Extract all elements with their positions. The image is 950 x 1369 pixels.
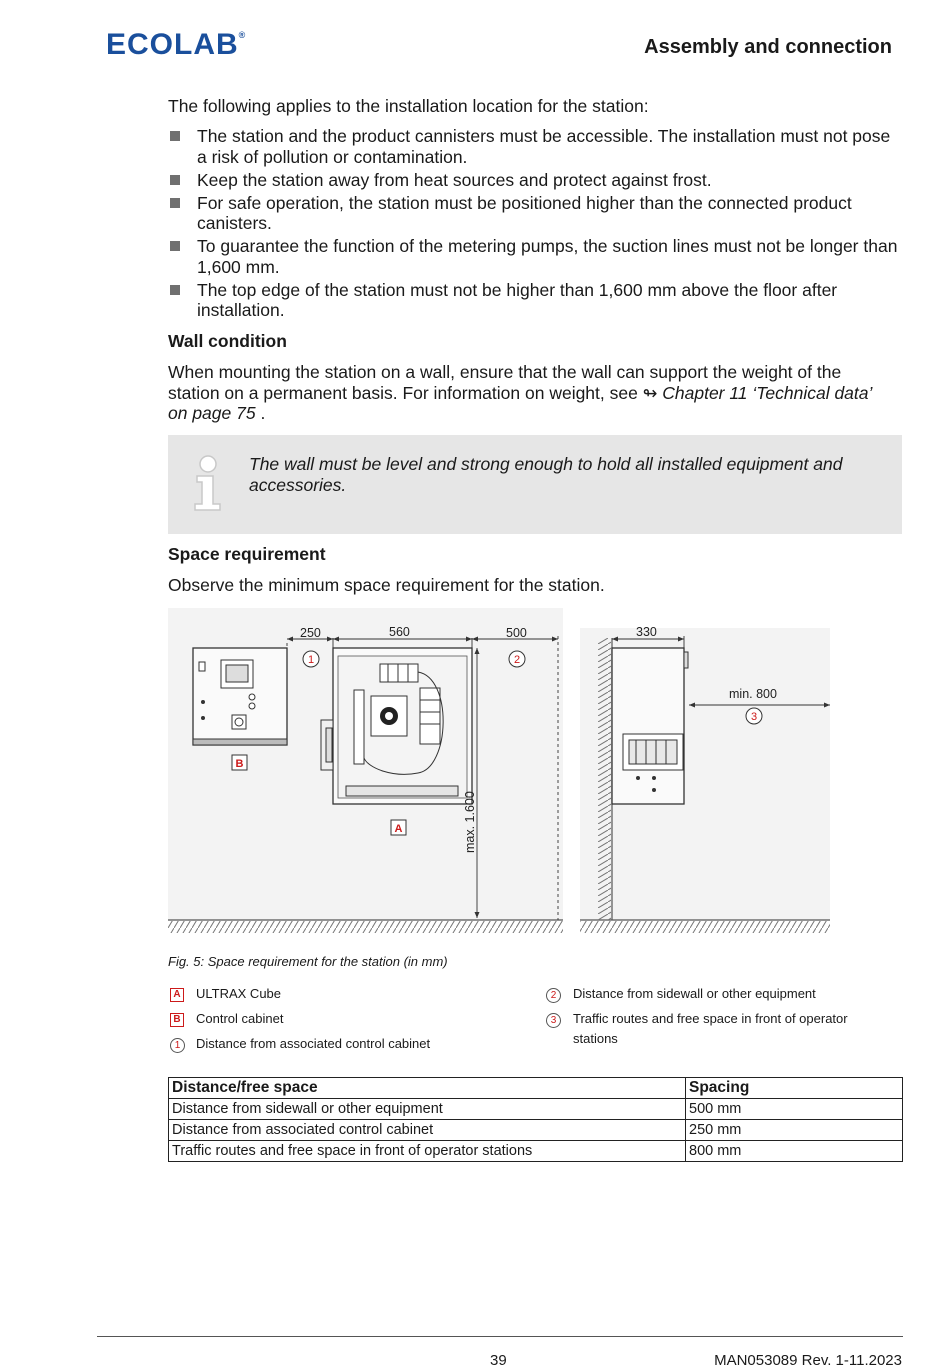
list-item: The station and the product cannisters must be accessible. The installation must not pose a risk of pollution or contamination. [168, 126, 898, 167]
intro-text: The following applies to the installation location for the station: [168, 96, 649, 116]
ultrax-cube-side-drawing [612, 648, 688, 804]
table-cell: Distance from associated control cabinet [169, 1120, 686, 1141]
callout-a [391, 820, 406, 835]
list-item: Keep the station away from heat sources and protect against frost. [168, 170, 898, 191]
table-row [169, 1099, 903, 1120]
legend-mark-a: A [170, 988, 184, 1002]
dim-330-label: 330 [636, 625, 657, 639]
svg-text:1: 1 [307, 654, 315, 666]
bullet-square-icon [170, 175, 180, 185]
dim-560-label: 560 [389, 625, 410, 639]
dim-250-label: 250 [300, 626, 321, 640]
floor-hatch-left [168, 921, 563, 933]
svg-text:A: A [394, 823, 403, 835]
callout-2 [509, 651, 525, 667]
list-item: For safe operation, the station must be positioned higher than the connected product canisters. [168, 193, 898, 234]
section-title: Assembly and connection [644, 36, 892, 58]
ultrax-cube-front-drawing [321, 648, 472, 804]
legend-mark-2: 2 [546, 988, 561, 1003]
legend-mark-3: 3 [546, 1013, 561, 1028]
space-requirement-text: Observe the minimum space requirement for the station. [168, 575, 605, 595]
callout-3 [746, 708, 762, 724]
table-cell: 500 mm [686, 1099, 903, 1120]
svg-text:2: 2 [513, 654, 521, 666]
info-note-text: The wall must be level and strong enough to hold all installed equipment and accessories. [249, 454, 843, 495]
control-cabinet-drawing [193, 648, 287, 745]
chapter-link-arrow-icon: ↬ [642, 382, 658, 403]
table-cell: 800 mm [686, 1141, 903, 1162]
dim-min-800-label: min. 800 [729, 687, 777, 701]
legend-mark-1: 1 [170, 1038, 185, 1053]
svg-text:B: B [235, 758, 244, 770]
space-requirement-figure [168, 608, 833, 940]
table-cell: Distance from sidewall or other equipment [169, 1099, 686, 1120]
bullet-square-icon [170, 285, 180, 295]
list-item: The top edge of the station must not be higher than 1,600 mm above the floor after installation. [168, 280, 898, 321]
legend-mark-b: B [170, 1013, 184, 1027]
ecolab-logo: ECOLAB® [106, 28, 247, 61]
bullet-square-icon [170, 241, 180, 251]
bullet-square-icon [170, 198, 180, 208]
dim-max-1600-label: max. 1.600 [463, 791, 477, 853]
requirements-list [168, 126, 898, 323]
table-header-row [169, 1078, 903, 1099]
table-row [169, 1120, 903, 1141]
chapter-link[interactable]: Chapter 11 ‘Technical data’ on page 75 [168, 382, 872, 423]
document-id: MAN053089 Rev. 1-11.2023 [714, 1352, 902, 1369]
table-row [169, 1141, 903, 1162]
table-header-cell: Distance/free space [169, 1078, 686, 1099]
bullet-square-icon [170, 131, 180, 141]
space-requirement-heading: Space requirement [168, 544, 326, 564]
table-header-cell: Spacing [686, 1078, 903, 1099]
wall-condition-text: When mounting the station on a wall, ensure that the wall can support the weight of the station on a permanent basis. For information on weight, see ↬ Chapter 11 ‘Technical data’ on page 75 . [168, 362, 872, 423]
svg-text:3: 3 [750, 711, 758, 723]
callout-b [232, 755, 247, 770]
side-wall-hatch [598, 638, 611, 920]
spacing-table [168, 1077, 903, 1162]
dim-500-label: 500 [506, 626, 527, 640]
figure-legend: A ULTRAX Cube B Control cabinet 1 Distance from associated control cabinet 2 Distance from sidewall or other equipment 3 Traffic routes and free space in front of operator stations [168, 984, 903, 1064]
footer-divider [97, 1336, 903, 1337]
list-item: To guarantee the function of the metering pumps, the suction lines must not be longer than 1,600 mm. [168, 236, 898, 277]
wall-condition-heading: Wall condition [168, 331, 287, 351]
page-number: 39 [490, 1352, 507, 1369]
figure-caption: Fig. 5: Space requirement for the station (in mm) [168, 954, 448, 969]
table-cell: 250 mm [686, 1120, 903, 1141]
floor-hatch-right [580, 921, 830, 933]
table-cell: Traffic routes and free space in front of operator stations [169, 1141, 686, 1162]
info-icon [193, 454, 225, 512]
callout-1 [303, 651, 319, 667]
